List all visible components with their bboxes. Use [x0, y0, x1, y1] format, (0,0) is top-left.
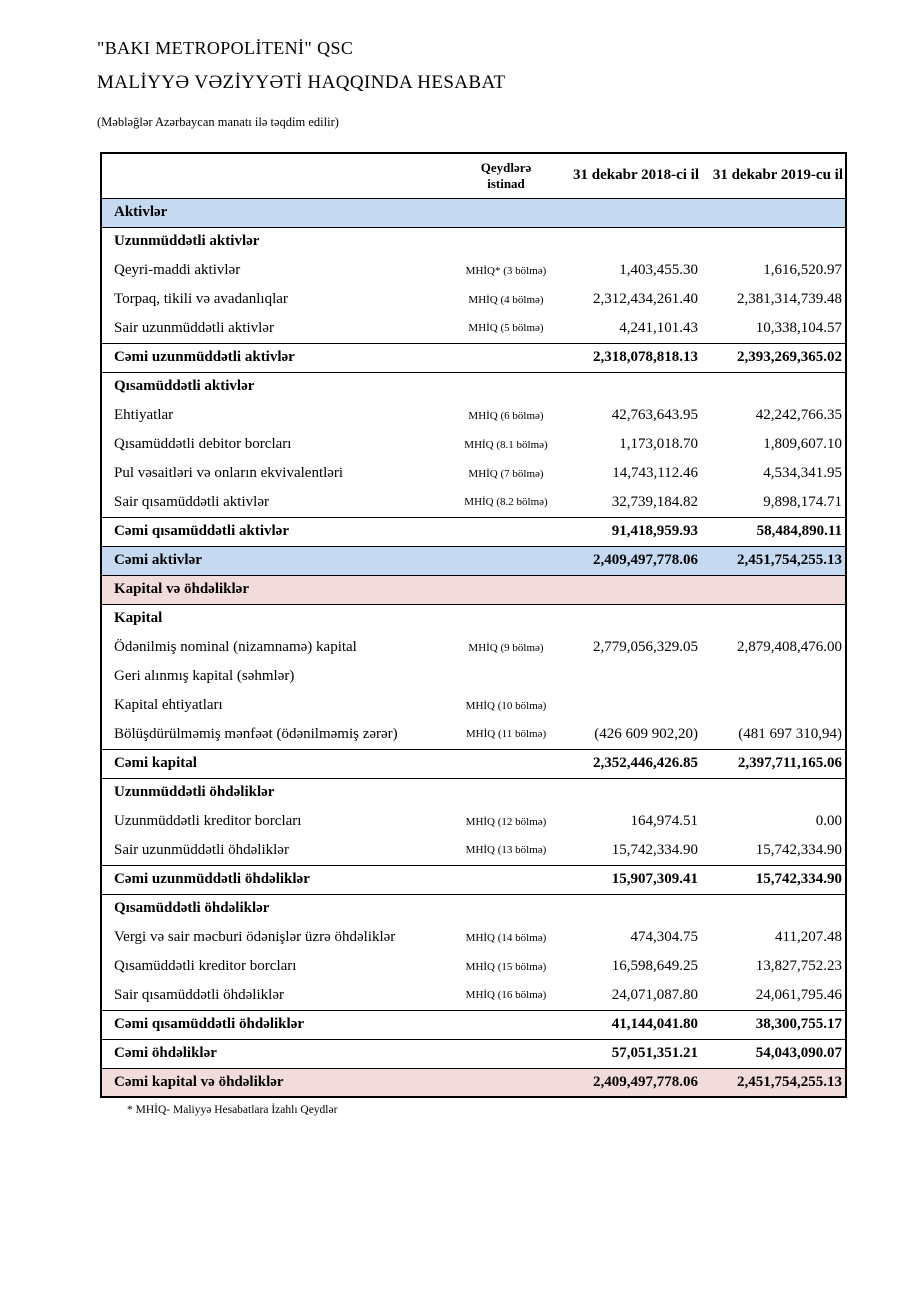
table-row-data	[101, 981, 846, 1010]
row-label-cell: Qısamüddətli debitor borcları	[114, 436, 292, 452]
note-cell	[456, 227, 556, 256]
row-label-cell: Cəmi kapital və öhdəliklər	[101, 1068, 456, 1097]
row-label-cell: Bölüşdürülməmiş mənfəət (ödənilməmiş zərər)	[114, 725, 398, 742]
value-2018-cell	[556, 575, 701, 604]
table-row-total	[101, 749, 846, 778]
value-2018-cell: 14,743,112.46	[612, 465, 698, 481]
report-header	[97, 38, 506, 130]
row-label-cell: Sair qısamüddətli aktivlər	[114, 493, 269, 510]
table-row-data	[101, 430, 846, 459]
table-row-total	[101, 517, 846, 546]
value-2018-cell: 164,974.51	[630, 813, 698, 829]
value-2018-cell	[556, 662, 701, 691]
row-label-cell: Kapital ehtiyatları	[114, 697, 223, 713]
note-cell	[456, 749, 556, 778]
balance-table-body	[101, 198, 846, 1097]
value-2019-cell: 15,742,334.90	[755, 841, 842, 858]
table-row-data	[101, 285, 846, 314]
value-2019-cell: 24,061,795.46	[755, 986, 842, 1003]
row-label-cell: Uzunmüddətli aktivlər	[114, 233, 260, 250]
note-cell: MHİQ (14 bölmə)	[465, 931, 547, 944]
row-label-cell: Kapital və öhdəliklər	[101, 575, 456, 604]
row-label-cell: Cəmi kapital	[101, 749, 456, 778]
note-cell: MHİQ (16 bölmə)	[465, 989, 547, 1002]
value-2019-cell: 42,242,766.35	[755, 407, 842, 423]
row-label-cell: Sair qısamüddətli öhdəliklər	[114, 986, 284, 1003]
value-2018-cell: 15,907,309.41	[556, 865, 701, 894]
value-2018-cell: 2,352,446,426.85	[556, 749, 701, 778]
note-cell	[456, 604, 556, 633]
value-2018-cell: (426 609 902,20)	[594, 725, 698, 742]
value-2018-cell: 2,409,497,778.06	[556, 546, 701, 575]
currency-note: (Məbləğlər Azərbaycan manatı ilə təqdim edilir)	[97, 115, 339, 129]
notes-column-header: Qeydlərə istinad	[456, 153, 556, 198]
value-2019-cell: 4,534,341.95	[763, 465, 842, 481]
value-2019-cell: 13,827,752.23	[755, 958, 842, 974]
table-row-total	[101, 343, 846, 372]
table-row-total	[101, 1039, 846, 1068]
note-cell: MHİQ (10 bölmə)	[465, 699, 547, 712]
value-2019-cell: 2,397,711,165.06	[701, 749, 846, 778]
company-name: "BAKI METROPOLİTENİ" QSC	[97, 38, 354, 58]
row-label-cell: Cəmi qısamüddətli aktivlər	[101, 517, 456, 546]
row-label-cell: Ödənilmiş nominal (nizamnamə) kapital	[114, 639, 357, 655]
row-label-cell: Sair uzunmüddətli öhdəliklər	[114, 841, 289, 858]
value-2018-cell: 57,051,351.21	[556, 1039, 701, 1068]
table-row-section-pink	[101, 575, 846, 604]
value-2018-cell	[556, 691, 701, 720]
value-2018-cell	[556, 198, 701, 227]
value-2018-cell: 2,409,497,778.06	[556, 1068, 701, 1097]
table-row-data	[101, 401, 846, 430]
value-2019-cell: 411,207.48	[775, 929, 842, 945]
value-2018-cell: 4,241,101.43	[619, 319, 698, 336]
value-2018-cell: 16,598,649.25	[611, 958, 698, 974]
note-cell: MHİQ (8.1 bölmə)	[464, 438, 548, 451]
value-2018-cell: 24,071,087.80	[611, 986, 698, 1003]
value-2019-cell: 58,484,890.11	[701, 517, 846, 546]
value-2018-cell	[556, 604, 701, 633]
value-2018-cell: 474,304.75	[630, 929, 698, 945]
value-2019-cell	[701, 778, 846, 807]
note-cell	[456, 1010, 556, 1039]
value-2019-cell: 15,742,334.90	[701, 865, 846, 894]
note-cell: MHİQ (4 bölmə)	[468, 293, 544, 306]
note-cell	[456, 1039, 556, 1068]
value-2018-cell: 1,173,018.70	[619, 436, 698, 452]
table-row-data	[101, 633, 846, 662]
note-cell: MHİQ (8.2 bölmə)	[464, 496, 548, 509]
value-2018-cell: 32,739,184.82	[611, 493, 698, 510]
value-2019-cell	[701, 372, 846, 401]
report-title: MALİYYƏ VƏZİYYƏTİ HAQQINDA HESABAT	[97, 72, 506, 93]
table-row-data	[101, 807, 846, 836]
value-2019-cell	[701, 198, 846, 227]
note-cell	[456, 517, 556, 546]
value-2019-cell: 2,451,754,255.13	[701, 1068, 846, 1097]
row-label-cell: Aktivlər	[101, 198, 456, 227]
table-row-total	[101, 1010, 846, 1039]
row-label-cell: Qısamüddətli öhdəliklər	[114, 900, 270, 917]
note-cell: MHİQ (7 bölmə)	[468, 467, 544, 480]
empty-header-cell	[101, 153, 456, 198]
value-2018-cell: 91,418,959.93	[556, 517, 701, 546]
table-row-subsection	[101, 894, 846, 923]
table-header-row	[101, 153, 846, 198]
balance-sheet-table	[100, 152, 847, 1098]
value-2019-cell: 9,898,174.71	[763, 493, 842, 510]
value-2019-cell: 2,451,754,255.13	[701, 546, 846, 575]
note-cell	[456, 546, 556, 575]
table-row-data	[101, 923, 846, 952]
note-cell	[456, 372, 556, 401]
note-cell: MHİQ* (3 bölmə)	[465, 264, 547, 277]
row-label-cell: Cəmi uzunmüddətli öhdəliklər	[101, 865, 456, 894]
value-2019-cell: 2,393,269,365.02	[701, 343, 846, 372]
note-cell	[456, 778, 556, 807]
note-cell: MHİQ (11 bölmə)	[465, 728, 547, 741]
row-label-cell: Vergi və sair məcburi ödənişlər üzrə öhdəliklər	[114, 929, 396, 945]
note-cell: MHİQ (13 bölmə)	[465, 844, 547, 857]
table-row-section-blue	[101, 198, 846, 227]
row-label-cell: Uzunmüddətli kreditor borcları	[114, 813, 302, 829]
value-2019-cell	[701, 575, 846, 604]
value-2018-cell: 2,318,078,818.13	[556, 343, 701, 372]
note-cell	[456, 198, 556, 227]
table-row-grand-blue	[101, 546, 846, 575]
value-2018-cell	[556, 778, 701, 807]
note-cell: MHİQ (12 bölmə)	[465, 815, 547, 828]
row-label-cell: Cəmi öhdəliklər	[101, 1039, 456, 1068]
value-2018-cell: 2,312,434,261.40	[593, 291, 698, 307]
row-label-cell: Kapital	[114, 610, 163, 627]
row-label-cell: Geri alınmış kapital (səhmlər)	[114, 668, 295, 684]
note-cell: MHİQ (6 bölmə)	[468, 409, 544, 422]
note-cell	[456, 865, 556, 894]
value-2018-cell: 2,779,056,329.05	[593, 639, 698, 655]
table-row-data	[101, 691, 846, 720]
value-2019-cell: 2,879,408,476.00	[737, 639, 842, 655]
value-2019-cell	[701, 691, 846, 720]
note-cell	[456, 662, 556, 691]
note-cell	[456, 575, 556, 604]
table-row-data	[101, 836, 846, 865]
table-row-subsection	[101, 372, 846, 401]
value-2019-cell	[701, 227, 846, 256]
value-2018-cell: 41,144,041.80	[556, 1010, 701, 1039]
table-row-subsection	[101, 604, 846, 633]
table-row-data	[101, 488, 846, 517]
value-2018-cell: 1,403,455.30	[619, 262, 698, 278]
note-cell: MHİQ (15 bölmə)	[465, 960, 547, 973]
value-2019-cell: 54,043,090.07	[701, 1039, 846, 1068]
row-label-cell: Sair uzunmüddətli aktivlər	[114, 319, 274, 336]
row-label-cell: Ehtiyatlar	[114, 407, 174, 423]
row-label-cell: Cəmi aktivlər	[101, 546, 456, 575]
note-cell: MHİQ (5 bölmə)	[468, 322, 544, 335]
note-cell	[456, 894, 556, 923]
row-label-cell: Qısamüddətli aktivlər	[114, 378, 255, 395]
row-label-cell: Uzunmüddətli öhdəliklər	[114, 784, 275, 801]
value-2019-cell: 0.00	[815, 813, 842, 829]
value-2018-cell	[556, 372, 701, 401]
table-row-grand-pink	[101, 1068, 846, 1097]
table-row-data	[101, 662, 846, 691]
table-row-data	[101, 459, 846, 488]
row-label-cell: Cəmi uzunmüddətli aktivlər	[101, 343, 456, 372]
table-row-total	[101, 865, 846, 894]
table-row-data	[101, 314, 846, 343]
note-cell	[456, 1068, 556, 1097]
row-label-cell: Cəmi qısamüddətli öhdəliklər	[101, 1010, 456, 1039]
row-label-cell: Qeyri-maddi aktivlər	[114, 262, 241, 278]
value-2019-cell: (481 697 310,94)	[738, 725, 842, 742]
table-row-data	[101, 256, 846, 285]
row-label-cell: Torpaq, tikili və avadanlıqlar	[114, 291, 288, 307]
year-2019-column-header: 31 dekabr 2019-cu il	[701, 153, 846, 198]
value-2019-cell: 1,616,520.97	[763, 262, 842, 278]
table-row-data	[101, 720, 846, 749]
footnote: * MHİQ- Maliyyə Hesabatlara İzahlı Qeydlər	[127, 1104, 338, 1116]
value-2019-cell: 1,809,607.10	[763, 436, 842, 452]
row-label-cell: Pul vəsaitləri və onların ekvivalentləri	[114, 465, 344, 481]
value-2019-cell	[701, 604, 846, 633]
value-2019-cell	[701, 894, 846, 923]
table-row-subsection	[101, 778, 846, 807]
value-2019-cell: 10,338,104.57	[755, 319, 842, 336]
value-2018-cell	[556, 894, 701, 923]
table-row-data	[101, 952, 846, 981]
year-2018-column-header: 31 dekabr 2018-ci il	[556, 153, 701, 198]
value-2019-cell: 38,300,755.17	[701, 1010, 846, 1039]
note-cell: MHİQ (9 bölmə)	[468, 641, 544, 654]
note-cell	[456, 343, 556, 372]
value-2018-cell: 42,763,643.95	[611, 407, 698, 423]
value-2018-cell: 15,742,334.90	[611, 841, 698, 858]
row-label-cell: Qısamüddətli kreditor borcları	[114, 958, 297, 974]
table-row-subsection	[101, 227, 846, 256]
value-2018-cell	[556, 227, 701, 256]
value-2019-cell	[701, 662, 846, 691]
value-2019-cell: 2,381,314,739.48	[737, 291, 842, 307]
